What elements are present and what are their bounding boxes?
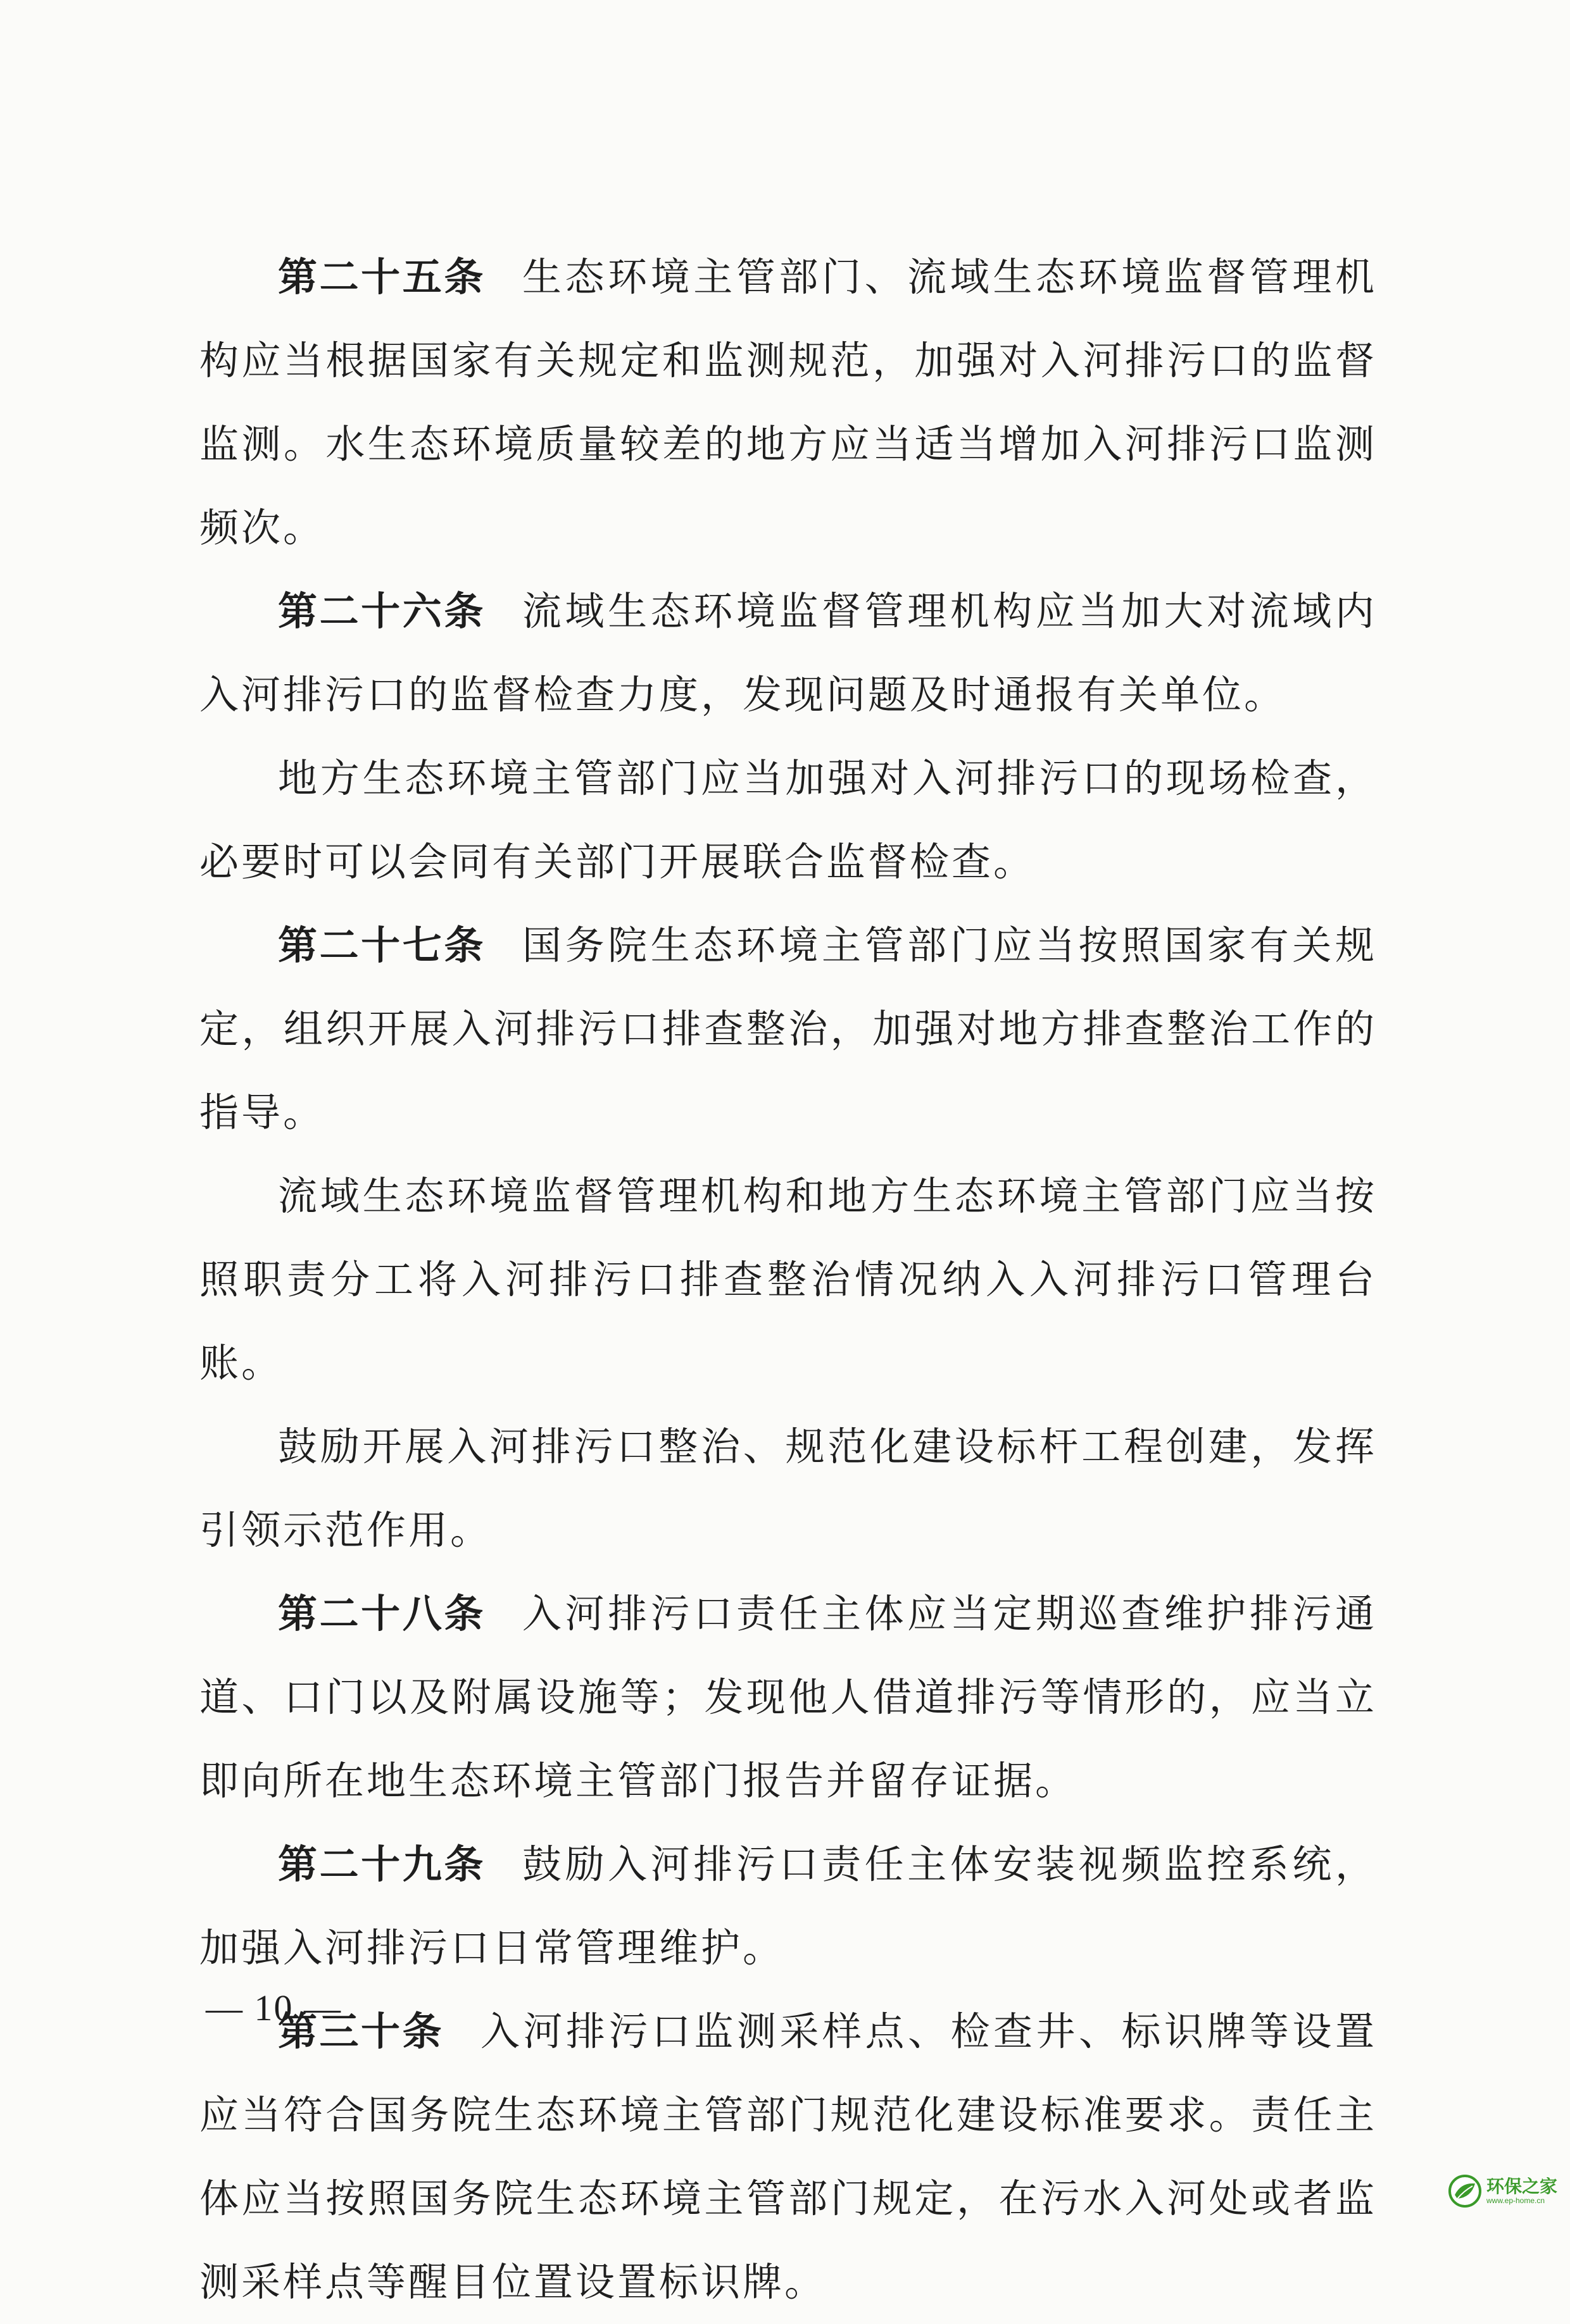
- paragraph: [199, 1154, 1377, 1405]
- article-number: 第二十六条: [278, 588, 486, 634]
- paragraph-text: 国务院生态环境主管部门应当按照国家有关规定，组织开展入河排污口排查整治，加强对地方排查整治工作的指导。: [199, 922, 1377, 1135]
- paragraph: [199, 570, 1377, 737]
- article-number: 第二十七条: [278, 922, 486, 968]
- paragraph-text: 入河排污口监测采样点、检查井、标识牌等设置应当符合国务院生态环境主管部门规范化建设标准要求。责任主体应当按照国务院生态环境主管部门规定，在污水入河处或者监测采样点等醒目位置设置标识牌。: [199, 2008, 1377, 2305]
- paragraph: [199, 1405, 1377, 1572]
- globe-leaf-icon: [1447, 2173, 1483, 2209]
- paragraph-text: 鼓励入河排污口责任主体安装视频监控系统，加强入河排污口日常管理维护。: [199, 1841, 1377, 1971]
- document-body: [199, 235, 1377, 2324]
- paragraph-text: 鼓励开展入河排污口整治、规范化建设标杆工程创建，发挥引领示范作用。: [199, 1423, 1377, 1553]
- article-number: 第三十条: [278, 2008, 444, 2054]
- paragraph: [199, 904, 1377, 1154]
- paragraph: [199, 737, 1377, 904]
- paragraph-text: 生态环境主管部门、流域生态环境监督管理机构应当根据国家有关规定和监测规范，加强对入河排污口的监督监测。水生态环境质量较差的地方应当适当增加入河排污口监测频次。: [199, 254, 1377, 551]
- watermark-url: www.ep-home.cn: [1486, 2196, 1545, 2205]
- article-number: 第二十五条: [278, 254, 486, 300]
- paragraph: [199, 235, 1377, 570]
- article-number: 第二十九条: [278, 1841, 486, 1887]
- paragraph-text: 地方生态环境主管部门应当加强对入河排污口的现场检查，必要时可以会同有关部门开展联合监督检查。: [199, 755, 1377, 885]
- paragraph-text: 流域生态环境监督管理机构应当加大对流域内入河排污口的监督检查力度，发现问题及时通报有关单位。: [199, 588, 1377, 718]
- paragraph-text: 入河排污口责任主体应当定期巡查维护排污通道、口门以及附属设施等；发现他人借道排污等情形的，应当立即向所在地生态环境主管部门报告并留存证据。: [199, 1590, 1377, 1804]
- paragraph: [199, 1823, 1377, 1990]
- page-number: — 10 —: [206, 1987, 342, 2028]
- watermark-logo: [1447, 2173, 1557, 2209]
- article-number: 第二十八条: [278, 1590, 486, 1637]
- paragraph: [199, 1990, 1377, 2324]
- paragraph-text: 流域生态环境监督管理机构和地方生态环境主管部门应当按照职责分工将入河排污口排查整治情况纳入入河排污口管理台账。: [199, 1173, 1377, 1386]
- paragraph: [199, 1572, 1377, 1823]
- watermark-name: 环保之家: [1486, 2176, 1557, 2197]
